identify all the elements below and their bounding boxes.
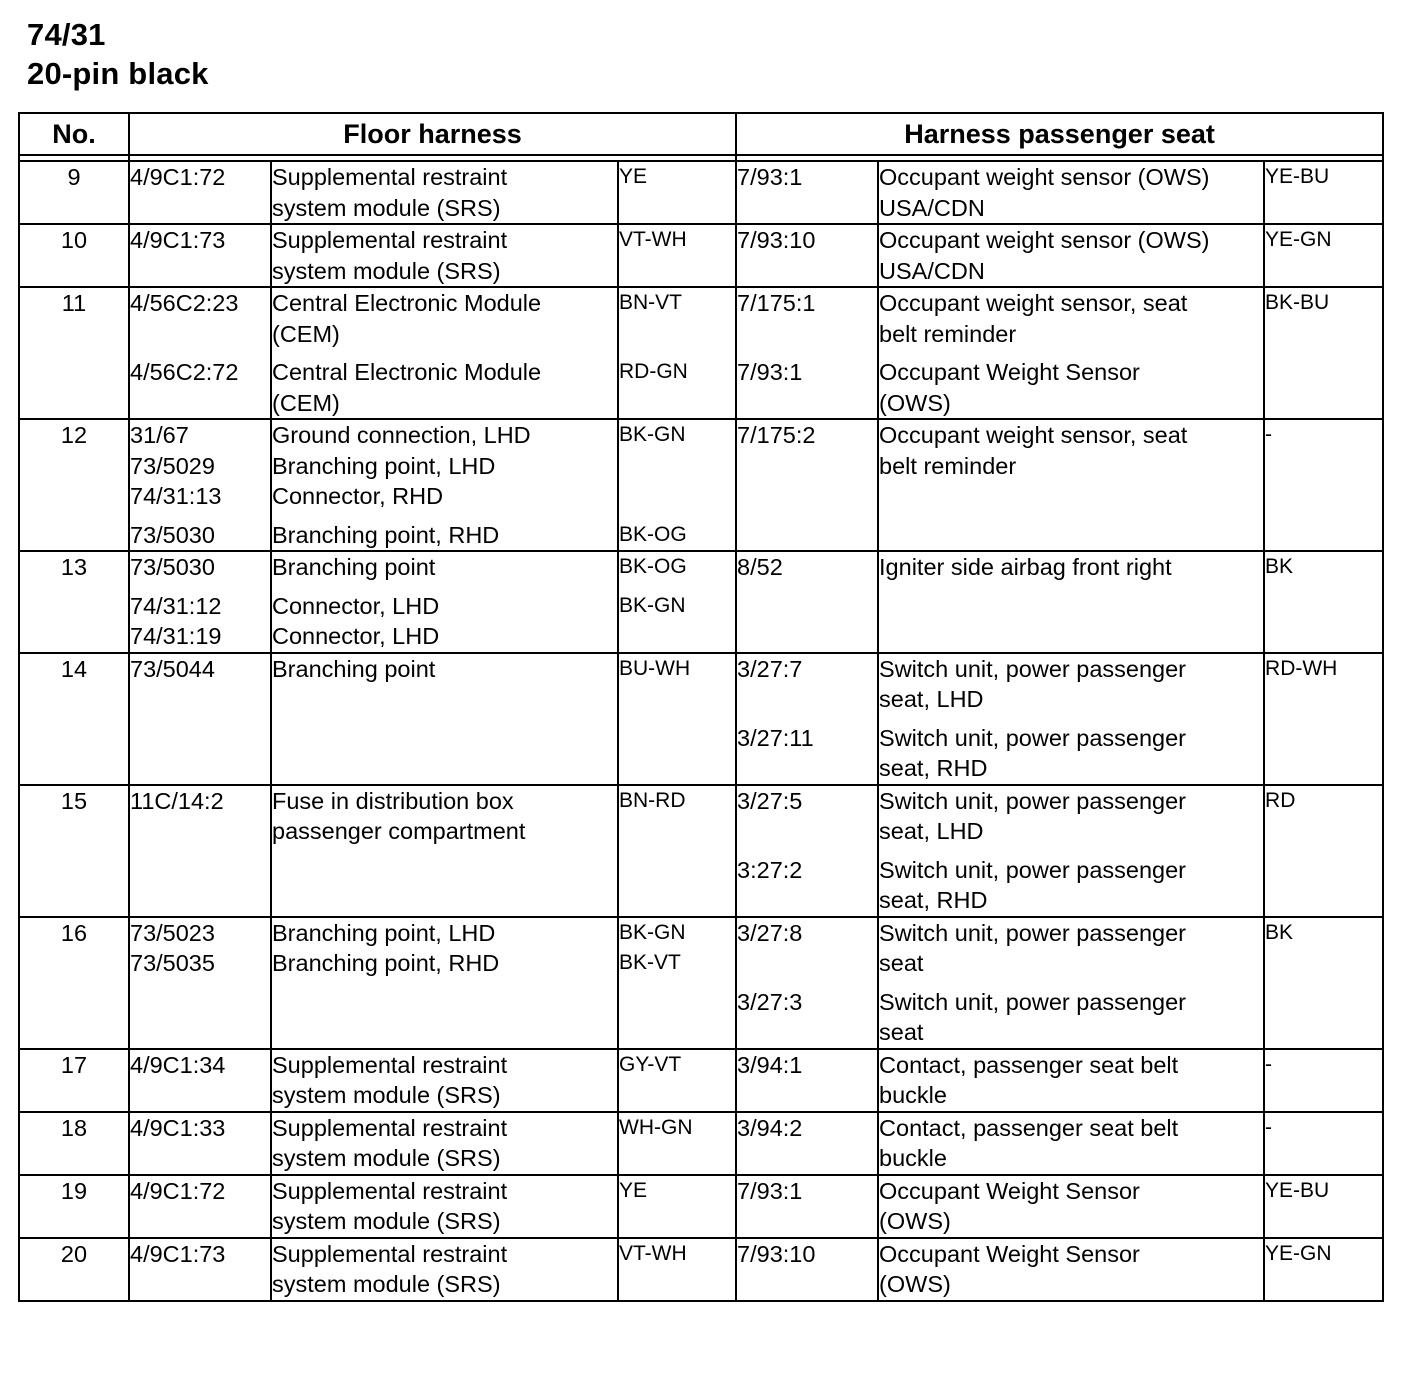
header-floor-harness: Floor harness <box>129 113 736 155</box>
seat-wire-color <box>1264 1049 1383 1112</box>
floor-component-description <box>271 653 618 785</box>
floor-connector-code <box>129 785 271 917</box>
seat-color-line: - <box>1265 1052 1273 1076</box>
seat-wire-color <box>1264 287 1383 419</box>
floor-desc-line: Supplemental restraint <box>272 1051 508 1078</box>
floor-code-line: 4/9C1:72 <box>130 164 226 190</box>
seat-desc-line: seat, RHD <box>879 755 988 781</box>
floor-desc-line: Central Electronic Module <box>272 290 542 316</box>
floor-code-line <box>130 256 270 287</box>
seat-connector-code <box>736 419 878 551</box>
seat-color-line: BK <box>1265 555 1294 578</box>
floor-desc-line: Branching point <box>272 655 436 682</box>
seat-color-line <box>1265 855 1382 886</box>
seat-color-line <box>1265 256 1382 287</box>
floor-wire-color <box>618 653 736 785</box>
floor-code-line: 4/9C1:33 <box>130 1114 226 1141</box>
floor-component-description <box>271 1049 618 1112</box>
seat-component-description <box>878 785 1264 917</box>
seat-code-line: 3:27:2 <box>737 856 803 883</box>
floor-component-description <box>271 785 618 917</box>
seat-code-line: 7/93:1 <box>737 164 803 190</box>
pinout-table <box>18 112 1384 1302</box>
seat-code-line <box>737 256 877 287</box>
seat-code-line <box>737 388 877 419</box>
seat-component-description <box>878 1112 1264 1175</box>
floor-connector-code <box>129 653 271 785</box>
seat-connector-code <box>736 1175 878 1238</box>
seat-desc-line: Switch unit, power passenger <box>879 919 1186 946</box>
floor-desc-line: system module (SRS) <box>272 194 501 221</box>
seat-desc-line: Switch unit, power passenger <box>879 655 1186 682</box>
floor-desc-line: Supplemental restraint <box>272 227 508 253</box>
seat-color-line: - <box>1265 423 1273 446</box>
floor-code-line: 11C/14:2 <box>130 787 224 814</box>
seat-desc-line: belt reminder <box>879 452 1017 479</box>
floor-color-line <box>619 621 735 652</box>
floor-color-line: VT-WH <box>619 228 687 251</box>
seat-code-line: 7/175:1 <box>737 290 816 316</box>
header-no: No. <box>19 113 129 155</box>
connector-id: 74/31 <box>27 17 106 52</box>
seat-code-line <box>737 948 877 979</box>
floor-connector-code <box>129 419 271 551</box>
seat-connector-code <box>736 653 878 785</box>
table-row <box>19 224 1383 287</box>
header-passenger-seat-harness: Harness passenger seat <box>736 113 1383 155</box>
floor-color-line <box>619 193 735 224</box>
table-row <box>19 1238 1383 1301</box>
floor-color-line <box>619 319 735 350</box>
floor-code-line: 73/5029 <box>130 452 215 479</box>
floor-code-line <box>130 816 270 847</box>
table-row <box>19 419 1383 551</box>
seat-connector-code <box>736 161 878 224</box>
floor-color-line: BK-VT <box>619 951 681 974</box>
floor-code-line: 4/9C1:73 <box>130 227 226 253</box>
pin-number: 13 <box>19 551 129 653</box>
floor-desc-line: passenger compartment <box>272 818 526 844</box>
floor-color-line: BK-GN <box>619 423 686 446</box>
seat-connector-code <box>736 551 878 653</box>
seat-component-description <box>878 161 1264 224</box>
seat-desc-line: Occupant Weight Sensor <box>879 359 1140 385</box>
pin-number: 9 <box>19 161 129 224</box>
seat-desc-line: seat, LHD <box>879 686 984 712</box>
floor-code-line: 31/67 <box>130 422 189 448</box>
floor-connector-code <box>129 917 271 1049</box>
seat-color-line: BK <box>1265 920 1294 944</box>
floor-code-line: 74/31:19 <box>130 623 222 649</box>
seat-code-line <box>737 753 877 784</box>
seat-color-line: YE-GN <box>1265 1241 1332 1265</box>
floor-connector-code <box>129 1175 271 1238</box>
pin-number: 10 <box>19 224 129 287</box>
floor-desc-line: Supplemental restraint <box>272 164 508 190</box>
seat-code-line <box>737 1206 877 1237</box>
table-row <box>19 785 1383 917</box>
seat-color-line <box>1265 948 1382 979</box>
pin-number: 18 <box>19 1112 129 1175</box>
floor-desc-line: Central Electronic Module <box>272 359 542 385</box>
floor-code-line <box>130 193 270 224</box>
pin-number: 19 <box>19 1175 129 1238</box>
floor-color-line: BK-GN <box>619 593 686 617</box>
floor-color-line <box>619 1080 735 1111</box>
floor-wire-color <box>618 287 736 419</box>
seat-code-line <box>737 193 877 224</box>
floor-wire-color <box>618 917 736 1049</box>
floor-wire-color <box>618 419 736 551</box>
floor-code-line: 4/56C2:72 <box>130 359 239 385</box>
seat-desc-line: Igniter side airbag front right <box>879 554 1172 580</box>
floor-desc-line: Branching point, RHD <box>272 950 500 976</box>
pin-number: 17 <box>19 1049 129 1112</box>
seat-color-line: YE-GN <box>1265 228 1332 251</box>
seat-color-line <box>1265 357 1382 388</box>
seat-desc-line: seat <box>879 950 924 976</box>
floor-desc-line: Branching point, LHD <box>272 919 496 946</box>
seat-color-line <box>1265 1206 1382 1237</box>
floor-desc-line: (CEM) <box>272 320 340 347</box>
seat-component-description <box>878 224 1264 287</box>
seat-component-description <box>878 1238 1264 1301</box>
floor-color-line: BN-RD <box>619 788 686 812</box>
floor-connector-code <box>129 1238 271 1301</box>
table-row <box>19 551 1383 653</box>
seat-code-line: 7/175:2 <box>737 422 816 448</box>
seat-color-line: RD <box>1265 788 1296 812</box>
seat-desc-line: belt reminder <box>879 320 1017 347</box>
seat-color-line <box>1265 1269 1382 1300</box>
seat-connector-code <box>736 287 878 419</box>
floor-wire-color <box>618 224 736 287</box>
seat-desc-line: USA/CDN <box>879 257 985 284</box>
seat-color-line <box>1265 723 1382 754</box>
floor-code-line <box>130 1206 270 1237</box>
floor-component-description <box>271 1112 618 1175</box>
table-row <box>19 287 1383 419</box>
floor-color-line: BK-GN <box>619 920 686 944</box>
seat-code-line <box>737 1143 877 1174</box>
seat-connector-code <box>736 224 878 287</box>
seat-desc-line: Occupant weight sensor, seat <box>879 422 1188 448</box>
seat-connector-code <box>736 1238 878 1301</box>
seat-code-line: 3/94:1 <box>737 1051 803 1078</box>
floor-desc-line: Supplemental restraint <box>272 1240 508 1267</box>
seat-color-line <box>1265 684 1382 715</box>
seat-color-line <box>1265 1143 1382 1174</box>
floor-connector-code <box>129 1049 271 1112</box>
pin-number: 14 <box>19 653 129 785</box>
seat-code-line: 7/93:1 <box>737 359 803 385</box>
seat-color-line: - <box>1265 1115 1273 1139</box>
seat-connector-code <box>736 1049 878 1112</box>
floor-color-line <box>619 1206 735 1237</box>
table-row <box>19 653 1383 785</box>
floor-component-description <box>271 1238 618 1301</box>
seat-code-line: 3/27:7 <box>737 655 803 682</box>
floor-code-line: 73/5030 <box>130 521 215 548</box>
floor-connector-code <box>129 551 271 653</box>
floor-wire-color <box>618 1175 736 1238</box>
seat-wire-color <box>1264 1175 1383 1238</box>
floor-wire-color <box>618 551 736 653</box>
floor-code-line <box>130 1143 270 1174</box>
seat-code-line: 7/93:10 <box>737 227 816 253</box>
floor-desc-line: Supplemental restraint <box>272 1177 508 1204</box>
seat-color-line <box>1265 451 1382 482</box>
connector-description: 20-pin black <box>27 56 209 91</box>
floor-desc-line: system module (SRS) <box>272 1082 501 1108</box>
floor-color-line: GY-VT <box>619 1052 682 1076</box>
floor-component-description <box>271 287 618 419</box>
seat-color-line <box>1265 319 1382 350</box>
floor-desc-line: Ground connection, LHD <box>272 422 531 448</box>
seat-wire-color <box>1264 419 1383 551</box>
seat-component-description <box>878 287 1264 419</box>
floor-component-description <box>271 224 618 287</box>
floor-color-line: RD-GN <box>619 360 688 383</box>
floor-color-line: BK-OG <box>619 522 687 546</box>
floor-desc-line: Branching point <box>272 554 436 580</box>
seat-connector-code <box>736 785 878 917</box>
seat-desc-line: (OWS) <box>879 1208 951 1234</box>
floor-code-line: 4/9C1:72 <box>130 1177 226 1204</box>
seat-code-line <box>737 451 877 482</box>
floor-desc-line: system module (SRS) <box>272 257 501 284</box>
floor-desc-line: Connector, LHD <box>272 623 440 649</box>
floor-color-line: BN-VT <box>619 291 682 314</box>
seat-wire-color <box>1264 161 1383 224</box>
floor-color-line <box>619 256 735 287</box>
seat-component-description <box>878 653 1264 785</box>
table-row <box>19 917 1383 1049</box>
seat-code-line <box>737 816 877 847</box>
seat-wire-color <box>1264 1238 1383 1301</box>
seat-code-line <box>737 1080 877 1111</box>
floor-component-description <box>271 419 618 551</box>
seat-color-line: RD-WH <box>1265 656 1338 680</box>
floor-color-line <box>619 481 735 512</box>
seat-component-description <box>878 1175 1264 1238</box>
floor-connector-code <box>129 287 271 419</box>
floor-color-line <box>619 816 735 847</box>
floor-desc-line: Supplemental restraint <box>272 1114 508 1141</box>
seat-component-description <box>878 917 1264 1049</box>
seat-wire-color <box>1264 1112 1383 1175</box>
floor-code-line <box>130 388 270 419</box>
floor-component-description <box>271 551 618 653</box>
floor-code-line: 73/5035 <box>130 950 215 976</box>
floor-connector-code <box>129 1112 271 1175</box>
seat-desc-line: Switch unit, power passenger <box>879 787 1186 814</box>
seat-desc-line: Switch unit, power passenger <box>879 988 1186 1015</box>
seat-desc-line: USA/CDN <box>879 194 985 221</box>
seat-desc-line: Switch unit, power passenger <box>879 724 1186 751</box>
seat-color-line <box>1265 1080 1382 1111</box>
seat-desc-line: seat, RHD <box>879 887 988 913</box>
floor-code-line: 4/9C1:73 <box>130 1240 226 1267</box>
seat-color-line <box>1265 987 1382 1018</box>
floor-color-line <box>619 388 735 419</box>
floor-desc-line: Connector, LHD <box>272 592 440 619</box>
floor-desc-line: system module (SRS) <box>272 1208 501 1234</box>
seat-code-line <box>737 1017 877 1048</box>
seat-desc-line: Occupant Weight Sensor <box>879 1177 1140 1204</box>
seat-wire-color <box>1264 785 1383 917</box>
table-row <box>19 1175 1383 1238</box>
seat-desc-line: Occupant weight sensor (OWS) <box>879 164 1210 190</box>
seat-desc-line: Contact, passenger seat belt <box>879 1114 1179 1141</box>
seat-desc-line: Occupant weight sensor, seat <box>879 290 1188 316</box>
floor-code-line: 74/31:13 <box>130 483 222 509</box>
floor-desc-line: Connector, RHD <box>272 483 444 509</box>
floor-color-line: BU-WH <box>619 656 691 680</box>
floor-color-line: YE <box>619 165 648 188</box>
floor-component-description <box>271 161 618 224</box>
floor-code-line: 73/5023 <box>130 919 215 946</box>
seat-connector-code <box>736 1112 878 1175</box>
seat-color-line <box>1265 816 1382 847</box>
seat-desc-line: (OWS) <box>879 1271 951 1297</box>
floor-desc-line: Fuse in distribution box <box>272 787 514 814</box>
floor-wire-color <box>618 1112 736 1175</box>
floor-desc-line: (CEM) <box>272 389 340 416</box>
seat-code-line: 3/27:5 <box>737 787 803 814</box>
seat-color-line: YE-BU <box>1265 165 1330 188</box>
seat-code-line: 3/27:8 <box>737 919 803 946</box>
table-row <box>19 161 1383 224</box>
floor-connector-code <box>129 161 271 224</box>
floor-desc-line: Branching point, LHD <box>272 452 496 479</box>
seat-code-line <box>737 319 877 350</box>
floor-desc-line: system module (SRS) <box>272 1145 501 1171</box>
seat-desc-line: Switch unit, power passenger <box>879 856 1186 883</box>
seat-desc-line: Contact, passenger seat belt <box>879 1051 1179 1078</box>
floor-code-line: 4/9C1:34 <box>130 1051 226 1078</box>
seat-code-line: 3/27:3 <box>737 988 803 1015</box>
seat-code-line: 3/94:2 <box>737 1114 803 1141</box>
table-header-row <box>19 113 1383 155</box>
floor-color-line: BK-OG <box>619 555 687 578</box>
floor-color-line: VT-WH <box>619 1241 687 1265</box>
floor-code-line: 73/5030 <box>130 554 215 580</box>
floor-wire-color <box>618 1049 736 1112</box>
seat-wire-color <box>1264 224 1383 287</box>
seat-code-line <box>737 684 877 715</box>
seat-wire-color <box>1264 653 1383 785</box>
seat-desc-line: Occupant Weight Sensor <box>879 1240 1140 1267</box>
seat-component-description <box>878 419 1264 551</box>
floor-wire-color <box>618 1238 736 1301</box>
seat-code-line: 7/93:1 <box>737 1177 803 1204</box>
seat-connector-code <box>736 917 878 1049</box>
floor-color-line: YE <box>619 1178 648 1202</box>
floor-color-line: WH-GN <box>619 1115 693 1139</box>
floor-component-description <box>271 917 618 1049</box>
floor-desc-line: Branching point, RHD <box>272 521 500 548</box>
table-row <box>19 1112 1383 1175</box>
seat-color-line <box>1265 193 1382 224</box>
seat-color-line: YE-BU <box>1265 1178 1330 1202</box>
seat-desc-line: buckle <box>879 1082 947 1108</box>
seat-code-line: 7/93:10 <box>737 1240 816 1267</box>
seat-wire-color <box>1264 551 1383 653</box>
floor-color-line <box>619 1143 735 1174</box>
seat-desc-line: (OWS) <box>879 389 951 416</box>
floor-code-line: 73/5044 <box>130 655 215 682</box>
floor-code-line <box>130 1080 270 1111</box>
floor-connector-code <box>129 224 271 287</box>
seat-component-description <box>878 1049 1264 1112</box>
floor-code-line: 74/31:12 <box>130 592 222 619</box>
seat-desc-line: buckle <box>879 1145 947 1171</box>
floor-code-line: 4/56C2:23 <box>130 290 239 316</box>
seat-color-line: BK-BU <box>1265 291 1330 314</box>
seat-desc-line: Occupant weight sensor (OWS) <box>879 227 1210 253</box>
seat-desc-line: seat, LHD <box>879 818 984 844</box>
pin-number: 16 <box>19 917 129 1049</box>
floor-code-line <box>130 319 270 350</box>
table-row <box>19 1049 1383 1112</box>
floor-wire-color <box>618 785 736 917</box>
seat-code-line: 3/27:11 <box>737 724 814 751</box>
floor-component-description <box>271 1175 618 1238</box>
seat-code-line: 8/52 <box>737 554 783 580</box>
floor-desc-line: system module (SRS) <box>272 1271 501 1297</box>
seat-component-description <box>878 551 1264 653</box>
floor-color-line <box>619 1269 735 1300</box>
floor-wire-color <box>618 161 736 224</box>
seat-code-line <box>737 1269 877 1300</box>
floor-color-line <box>619 451 735 482</box>
floor-code-line <box>130 1269 270 1300</box>
table-body <box>19 161 1383 1301</box>
seat-code-line <box>737 885 877 916</box>
pin-number: 15 <box>19 785 129 917</box>
pin-number: 20 <box>19 1238 129 1301</box>
pin-number: 11 <box>19 287 129 419</box>
seat-wire-color <box>1264 917 1383 1049</box>
seat-desc-line: seat <box>879 1019 924 1045</box>
pin-number: 12 <box>19 419 129 551</box>
